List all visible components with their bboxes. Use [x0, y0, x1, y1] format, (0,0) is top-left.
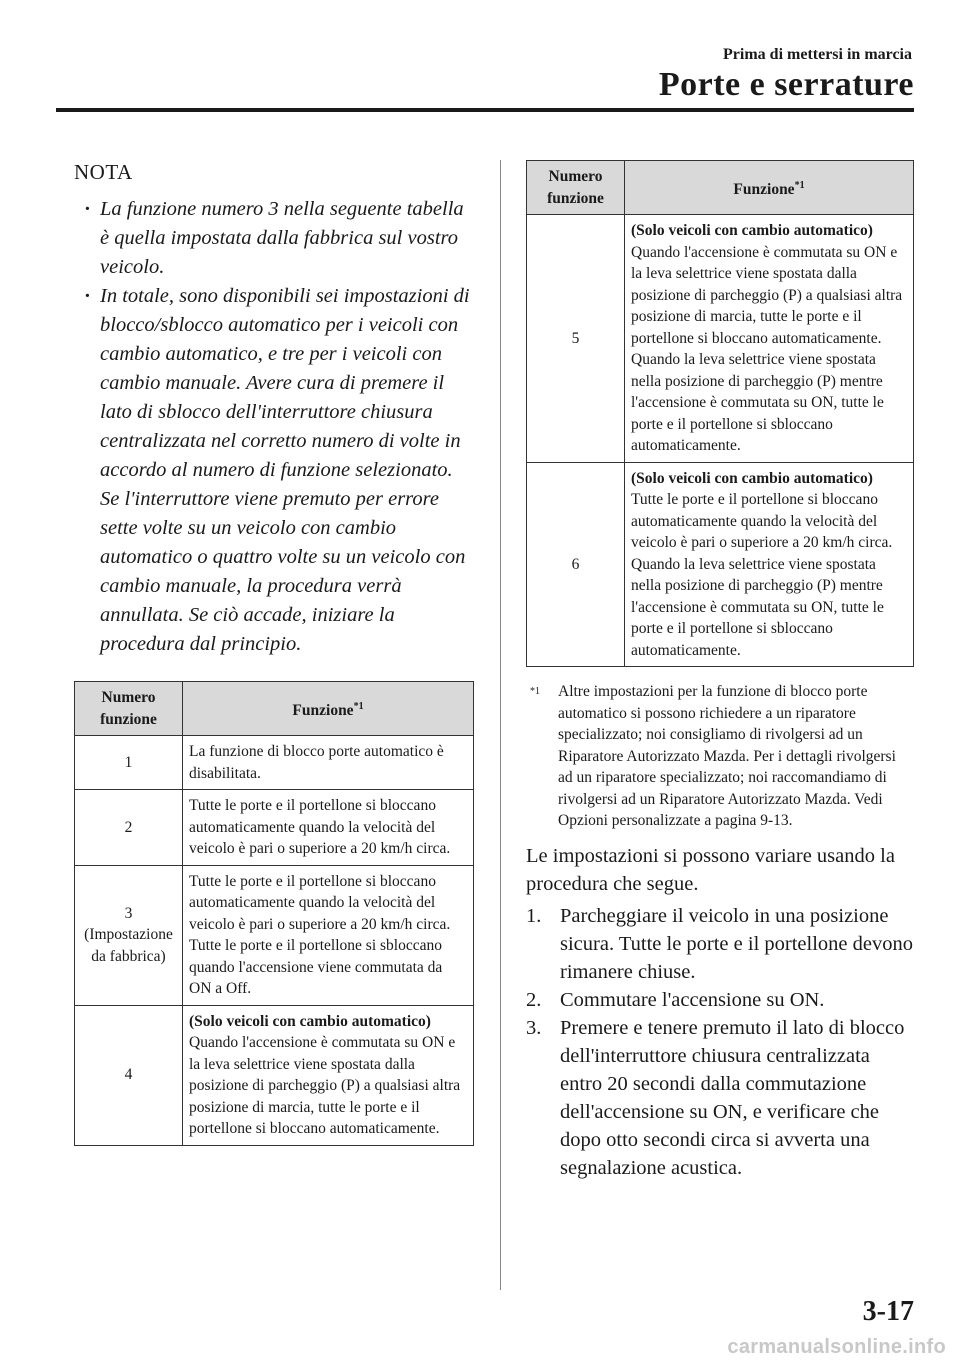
function-number: 6 [527, 462, 625, 667]
col-header-function [625, 161, 914, 215]
function-description [183, 1005, 474, 1145]
step-number: 3. [526, 1016, 542, 1039]
description-line: Quando l'accensione è commutata su ON e la leva selettrice viene spostata dalla posizione di parcheggio (P) a qualsiasi altra posizione di marcia, tutte le porte e il portellone si bloccano automaticamente. [189, 1034, 461, 1137]
table-row [75, 736, 474, 790]
table-row [527, 215, 914, 463]
note-title: NOTA [74, 160, 133, 184]
description-condition: (Solo veicoli con cambio automatico) [631, 222, 873, 239]
function-description [183, 790, 474, 866]
step-item [526, 902, 914, 986]
table-row [75, 1005, 474, 1145]
page-number: 3-17 [862, 1296, 914, 1327]
col-header-function-label: Funzione [292, 701, 354, 719]
footnote [526, 681, 914, 832]
function-number: 4 [75, 1005, 183, 1145]
footnote-ref: *1 [794, 179, 805, 191]
note-bullet-1: · La funzione numero 3 nella seguente tabella è quella impostata dalla fabbrica sul vostro veicolo. [74, 195, 474, 282]
description-line: Tutte le porte e il portellone si bloccano automaticamente quando la velocità del veicolo è pari o superiore a 20 km/h circa. [631, 491, 893, 551]
right-column [526, 160, 914, 1182]
header-rule [56, 108, 914, 112]
description-condition: (Solo veicoli con cambio automatico) [189, 1012, 431, 1030]
function-description [183, 736, 474, 790]
step-number: 1. [526, 904, 542, 927]
function-table-part-1 [74, 681, 474, 1146]
table-row [527, 462, 914, 667]
column-divider [500, 160, 501, 1290]
table-row [75, 865, 474, 1005]
description-line: Quando l'accensione è commutata su ON e la leva selettrice viene spostata dalla posizione di parcheggio (P) a qualsiasi altra posizione di marcia, tutte le porte e il portellone si bloccano automaticamente. [631, 243, 903, 347]
procedure-intro: Le impostazioni si possono variare usando la procedura che segue. [526, 844, 895, 895]
table-header-row [75, 682, 474, 736]
col-header-number: Numero funzione [75, 682, 183, 736]
description-line: Tutte le porte e il portellone si bloccano automaticamente quando la velocità del veicolo è pari o superiore a 20 km/h circa. Tutte le porte e il portellone si sbloccano quando l'accensione viene commutata da ON a Off. [189, 872, 451, 997]
footnote-text: Altre impostazioni per la funzione di blocco porte automatico si possono richiedere a un riparatore specializzato; noi consigliamo di rivolgersi ad un Riparatore Autorizzato Mazda. Per i dettagli rivolgersi ad un riparatore specializzato; noi raccomandiamo di rivolgersi ad un Riparatore Autorizzato Mazda. Vedi Opzioni personalizzate a pagina 9-13. [558, 683, 896, 829]
procedure-steps [526, 902, 914, 1182]
function-number: 1 [75, 736, 183, 790]
footnote-ref: *1 [353, 700, 364, 712]
table-row [75, 790, 474, 866]
step-number: 2. [526, 988, 542, 1011]
col-header-number: Numero funzione [527, 161, 625, 215]
note-list [74, 195, 474, 659]
description-condition: (Solo veicoli con cambio automatico) [631, 469, 873, 487]
footnote-mark: *1 [530, 686, 540, 697]
function-table-part-2 [526, 160, 914, 667]
function-description [625, 215, 914, 463]
step-text: Premere e tenere premuto il lato di blocco dell'interruttore chiusura centralizzata entro 20 secondi dalla commutazione dell'accensione su ON, e verificare che dopo otto secondi circa si avverta una segnalazione acustica. [560, 1016, 905, 1179]
step-item [526, 986, 914, 1014]
function-number: 2 [75, 790, 183, 866]
watermark: carmanualsonline.info [727, 1336, 946, 1358]
col-header-function-label: Funzione [733, 180, 795, 198]
description-line: La funzione di blocco porte automatico è disabilitata. [189, 743, 444, 782]
note-bullet-2: · In totale, sono disponibili sei impostazioni di blocco/sblocco automatico per i veicoli con cambio automatico, e tre per i veicoli con cambio manuale. Avere cura di premere il lato di sblocco dell'interruttore chiusura centralizzata nel corretto numero di volte in accordo al numero di funzione selezionato. Se l'interruttore viene premuto per errore sette volte su un veicolo con cambio automatico o quattro volte su un veicolo con cambio manuale, la procedura verrà annullata. Se ciò accade, iniziare la procedura dal principio. [74, 282, 474, 659]
page-title: Porte e serrature [658, 66, 914, 103]
table-header-row [527, 161, 914, 215]
section-label: Prima di mettersi in marcia [723, 46, 912, 63]
function-description [183, 865, 474, 1005]
description-line: Tutte le porte e il portellone si bloccano automaticamente quando la velocità del veicolo è pari o superiore a 20 km/h circa. [189, 797, 451, 857]
function-number: 3 (Impostazione da fabbrica) [75, 865, 183, 1005]
function-number: 5 [527, 215, 625, 463]
step-text: Parcheggiare il veicolo in una posizione sicura. Tutte le porte e il portellone devono rimanere chiuse. [560, 904, 913, 983]
step-text: Commutare l'accensione su ON. [560, 988, 825, 1011]
description-line: Quando la leva selettrice viene spostata nella posizione di parcheggio (P) mentre l'accensione è commutata su ON, tutte le porte e il portellone si sbloccano automaticamente. [631, 555, 884, 659]
description-line: Quando la leva selettrice viene spostata nella posizione di parcheggio (P) mentre l'accensione è commutata su ON, tutte le porte e il portellone si sbloccano automaticamente. [631, 351, 884, 454]
col-header-function [183, 682, 474, 736]
function-description [625, 462, 914, 667]
step-item [526, 1014, 914, 1182]
left-column [74, 160, 474, 1146]
